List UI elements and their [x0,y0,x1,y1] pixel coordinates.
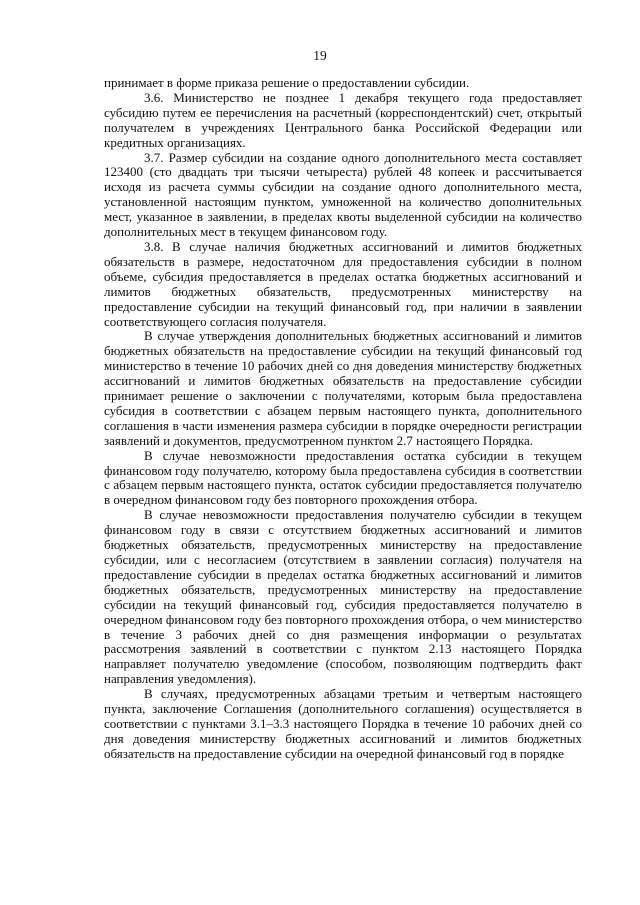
paragraph-continuation: принимает в форме приказа решение о предоставлении субсидии. [104,75,470,90]
page-number: 19 [313,48,327,63]
document-body [104,76,582,762]
paragraph-clause-3-6: 3.6. Министерство не позднее 1 декабря текущего года предоставляет субсидию путем ее перечисления на расчетный (корреспондентский) счет, открытый получателем в учреждениях Центрального банка Российской Федерации или кредитных организациях. [104,89,582,150]
paragraph-remaining-subsidy: В случае невозможности предоставления остатка субсидии в текущем финансовом году получателю, которому была предоставлена субсидия в соответствии с абзацем первым настоящего пункта, остаток субсидии предоставляется получателю в очередном финансовом году без повторного прохождения отбора. [104,447,582,508]
paragraph-agreement-conclusion: В случаях, предусмотренных абзацами третьим и четвертым настоящего пункта, заключение Соглашения (дополнительного соглашения) осуществляется в соответствии с пунктами 3.1–3.3 настоящего Порядка в течение 10 рабочих дней со дня доведения министерству бюджетных ассигнований и лимитов бюджетных обязательств на предоставление субсидии на очередной финансовый год в порядке [104,686,582,761]
paragraph-impossibility-notice: В случае невозможности предоставления получателю субсидии в текущем финансовом году в связи с отсутствием бюджетных ассигнований и лимитов бюджетных обязательств, предусмотренных министерству на предоставление субсидии, или с несогласием (отсутствием в заявлении согласия) получателя на предоставление субсидии в пределах остатка бюджетных ассигнований и лимитов бюджетных обязательств, предусмотренных министерству на предоставление субсидии на текущий финансовый год, субсидия предоставляется получателю в очередном финансовом году без повторного прохождения отбора, о чем министерство в течение 3 рабочих дней со дня размещения информации о результатах рассмотрения заявлений в соответствии с пунктом 2.13 настоящего Порядка направляет получателю уведомление (способом, позволяющим подтвердить факт направления уведомления). [104,507,582,687]
paragraph-clause-3-7: 3.7. Размер субсидии на создание одного дополнительного места составляет 123400 (сто двадцать три тысячи четыреста) рублей 48 копеек и рассчитывается исходя из расчета суммы субсидии на создание одного дополнительного места, установленной настоящим пунктом, умноженной на количество дополнительных мест, указанное в заявлении, в пределах квоты выделенной субсидии на количество дополнительных мест в текущем финансовом году. [104,149,582,240]
paragraph-clause-3-8: 3.8. В случае наличия бюджетных ассигнований и лимитов бюджетных обязательств в размере, недостаточном для предоставления субсидии в полном объеме, субсидия предоставляется в пределах остатка бюджетных ассигнований и лимитов бюджетных обязательств, предусмотренных министерству на предоставление субсидии на текущий финансовый год, при наличии в заявлении соответствующего согласия получателя. [104,238,582,329]
paragraph-additional-allocations: В случае утверждения дополнительных бюджетных ассигнований и лимитов бюджетных обязательств на предоставление субсидии на текущий финансовый год министерство в течение 10 рабочих дней со дня доведения министерству бюджетных ассигнований и лимитов бюджетных обязательств на предоставление субсидии принимает решение о заключении с получателями, которым была предоставлена субсидия в соответствии с абзацем первым настоящего пункта, дополнительного соглашения в части изменения размера субсидии в порядке очередности регистрации заявлений и документов, предусмотренном пунктом 2.7 настоящего Порядка. [104,328,582,448]
